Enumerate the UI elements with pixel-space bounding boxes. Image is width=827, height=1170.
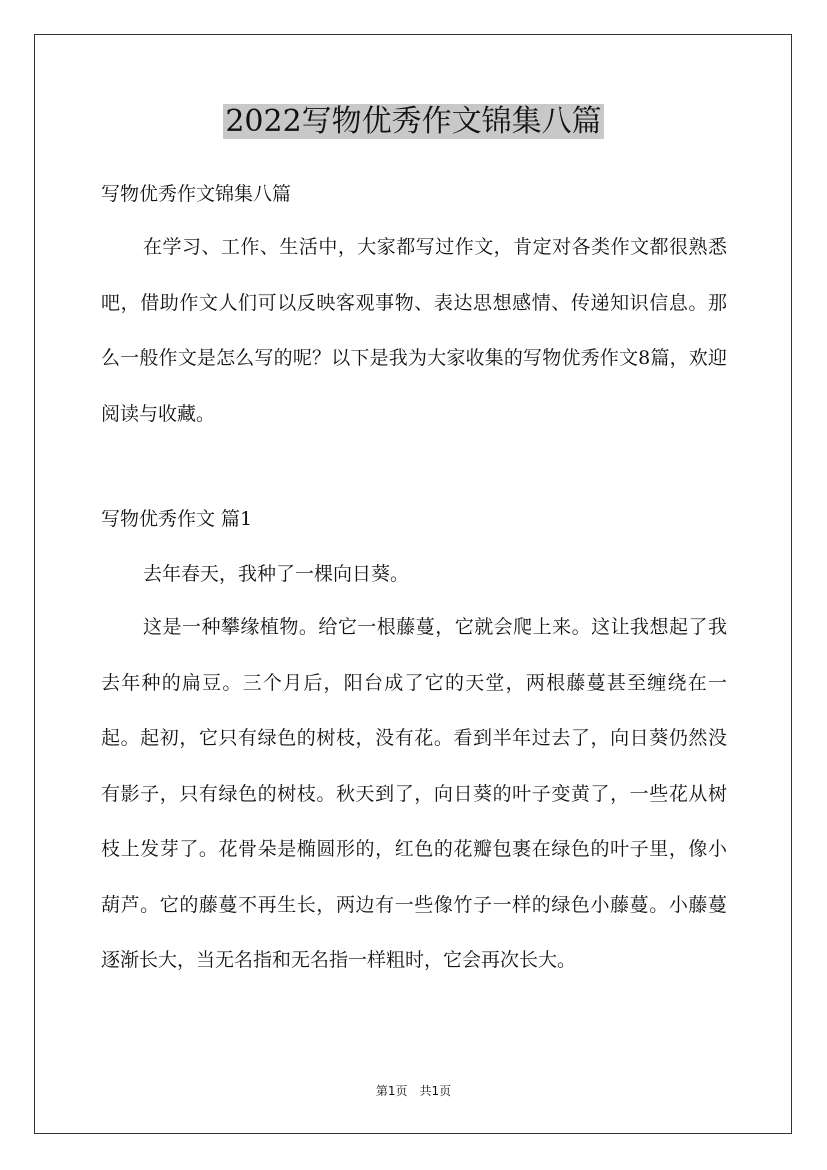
- page-number-footer: 第1页 共1页: [375, 1084, 452, 1098]
- body-paragraph-2: 这是一种攀缘植物。给它一根藤蔓，它就会爬上来。这让我想起了我去年种的扁豆。三个月后，阳台成了它的天堂，两根藤蔓甚至缠绕在一起。起初，它只有绿色的树枝，没有花。看到半年过去了，向日葵仍然没有影子，只有绿色的树枝。秋天到了，向日葵的叶子变黄了，一些花从树枝上发芽了。花骨朵是椭圆形的，红色的花瓣包裹在绿色的叶子里，像小葫芦。它的藤蔓不再生长，两边有一些像竹子一样的绿色小藤蔓。小藤蔓逐渐长大，当无名指和无名指一样粗时，它会再次长大。: [101, 616, 727, 971]
- section-heading: 写物优秀作文 篇1: [101, 508, 253, 530]
- document-subtitle: 写物优秀作文锦集八篇: [101, 183, 292, 205]
- document-title-text: 2022写物优秀作文锦集八篇: [225, 104, 602, 139]
- document-title: [0, 101, 827, 143]
- body-paragraph-1: 去年春天，我种了一棵向日葵。: [143, 563, 410, 585]
- intro-paragraph: 在学习、工作、生活中，大家都写过作文，肯定对各类作文都很熟悉吧，借助作文人们可以反映客观事物、表达思想感情、传递知识信息。那么一般作文是怎么写的呢？以下是我为大家收集的写物优秀作文8篇，欢迎阅读与收藏。: [101, 236, 727, 425]
